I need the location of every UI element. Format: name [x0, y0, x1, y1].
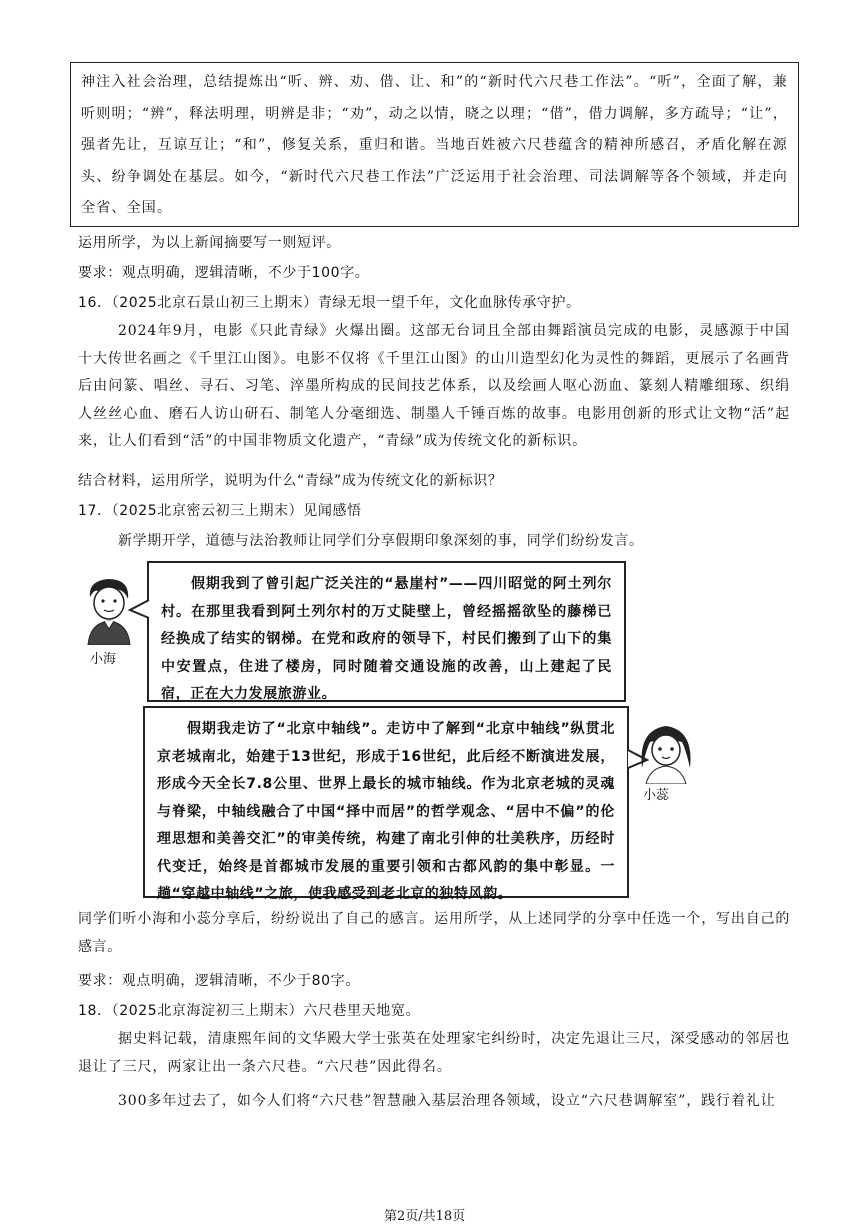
xiaorui-avatar: [636, 720, 696, 784]
xiaohai-speech-text: 假期我到了曾引起广泛关注的“悬崖村”——四川昭觉的阿土列尔村。在那里我看到阿土列尔村的万丈陡壁上，曾经摇摇欲坠的藤梯已经换成了结实的钢梯。在党和政府的领导下，村民们搬到了山下的集中安置点，住进了楼房，同时随着交通设施的改善，山上建起了民宿，正在大力发展旅游业。: [161, 576, 612, 702]
xiaohai-name: 小海: [90, 652, 117, 667]
bubble-pointer-left: [128, 598, 150, 620]
q16-material: 2024年9月，电影《只此青绿》火爆出圈。这部无台词且全部由舞蹈演员完成的电影，灵感源于中国十大传世名画之《千里江山图》。电影不仅将《千里江山图》的山川造型幻化为灵性的舞蹈，更展示了名画背后由问篆、唱丝、寻石、习笔、淬墨所构成的民间技艺体系，以及绘画人呕心沥血、篆刻人精雕细琢、织绢人丝丝心血、磨石人访山研石、制笔人分毫细选、制墨人千锤百炼的故事。电影用创新的形式让文物“活”起来，让人们看到“活”的中国非物质文化遗产，“青绿”成为传统文化的新标识。: [78, 323, 790, 449]
q17-task: 同学们听小海和小蕊分享后，纷纷说出了自己的感言。运用所学，从上述同学的分享中任选一个，写出自己的感言。: [78, 911, 790, 955]
q17-title: 17．（2025北京密云初三上期末）见闻感悟: [78, 503, 362, 519]
page-number: 第2页/共18页: [384, 1209, 466, 1224]
xiaorui-speech-text: 假期我走访了“北京中轴线”。走访中了解到“北京中轴线”纵贯北京老城南北，始建于13世纪，形成于16世纪，此后经不断演进发展，形成今天全长7.8公里、世界上最长的城市轴线。作为北京老城的灵魂与脊梁，中轴线融合了中国“择中而居”的哲学观念、“居中不偏”的伦理思想和美善交汇”的审美传统，构建了南北引伸的壮美秩序，历经时代变迁，始终是首都城市发展的重要引领和古都风韵的集中彰显。一趟“穿越中轴线”之旅，使我感受到老北京的独特风韵。: [157, 721, 615, 902]
q18-material-2: 300多年过去了，如今人们将“六尺巷”智慧融入基层治理各领域，设立“六尺巷调解室”，践行着礼让: [118, 1093, 776, 1109]
xiaorui-name: 小蕊: [643, 788, 670, 803]
q15-requirement: 要求：观点明确，逻辑清晰，不少于100字。: [78, 265, 370, 281]
q17-requirement: 要求：观点明确，逻辑清晰，不少于80字。: [78, 973, 360, 989]
girl-avatar-icon: [636, 720, 696, 784]
q18-material-1: 据史料记载，清康熙年间的文华殿大学士张英在处理家宅纠纷时，决定先退让三尺，深受感动的邻居也退让了三尺，两家让出一条六尺巷。“六尺巷”因此得名。: [78, 1031, 790, 1075]
q15-material-text: 神注入社会治理，总结提炼出“听、辨、劝、借、让、和”的“新时代六尺巷工作法”。“听”，全面了解，兼听则明；“辨”，释法明理，明辨是非；“劝”，动之以情，晓之以理；“借”，借力调解，多方疏导；“让”，强者先让，互谅互让；“和”，修复关系，重归和谐。当地百姓被六尺巷蕴含的精神所感召，矛盾化解在源头、纷争调处在基层。如今，“新时代六尺巷工作法”广泛运用于社会治理、司法调解等各个领域，并走向全省、全国。: [81, 74, 788, 216]
xiaorui-speech-bubble: [143, 706, 629, 902]
q15-task: 运用所学，为以上新闻摘要写一则短评。: [78, 235, 341, 251]
q16-task: 结合材料，运用所学，说明为什么“青绿”成为传统文化的新标识？: [78, 473, 503, 489]
q18-title: 18．（2025北京海淀初三上期末）六尺巷里天地宽。: [78, 1003, 421, 1019]
xiaohai-speech-bubble: [147, 561, 626, 702]
q17-intro: 新学期开学，道德与法治教师让同学们分享假期印象深刻的事，同学们纷纷发言。: [118, 533, 644, 549]
q16-title: 16．（2025北京石景山初三上期末）青绿无垠一望千年，文化血脉传承守护。: [78, 295, 581, 311]
q15-material-box: [70, 62, 799, 227]
